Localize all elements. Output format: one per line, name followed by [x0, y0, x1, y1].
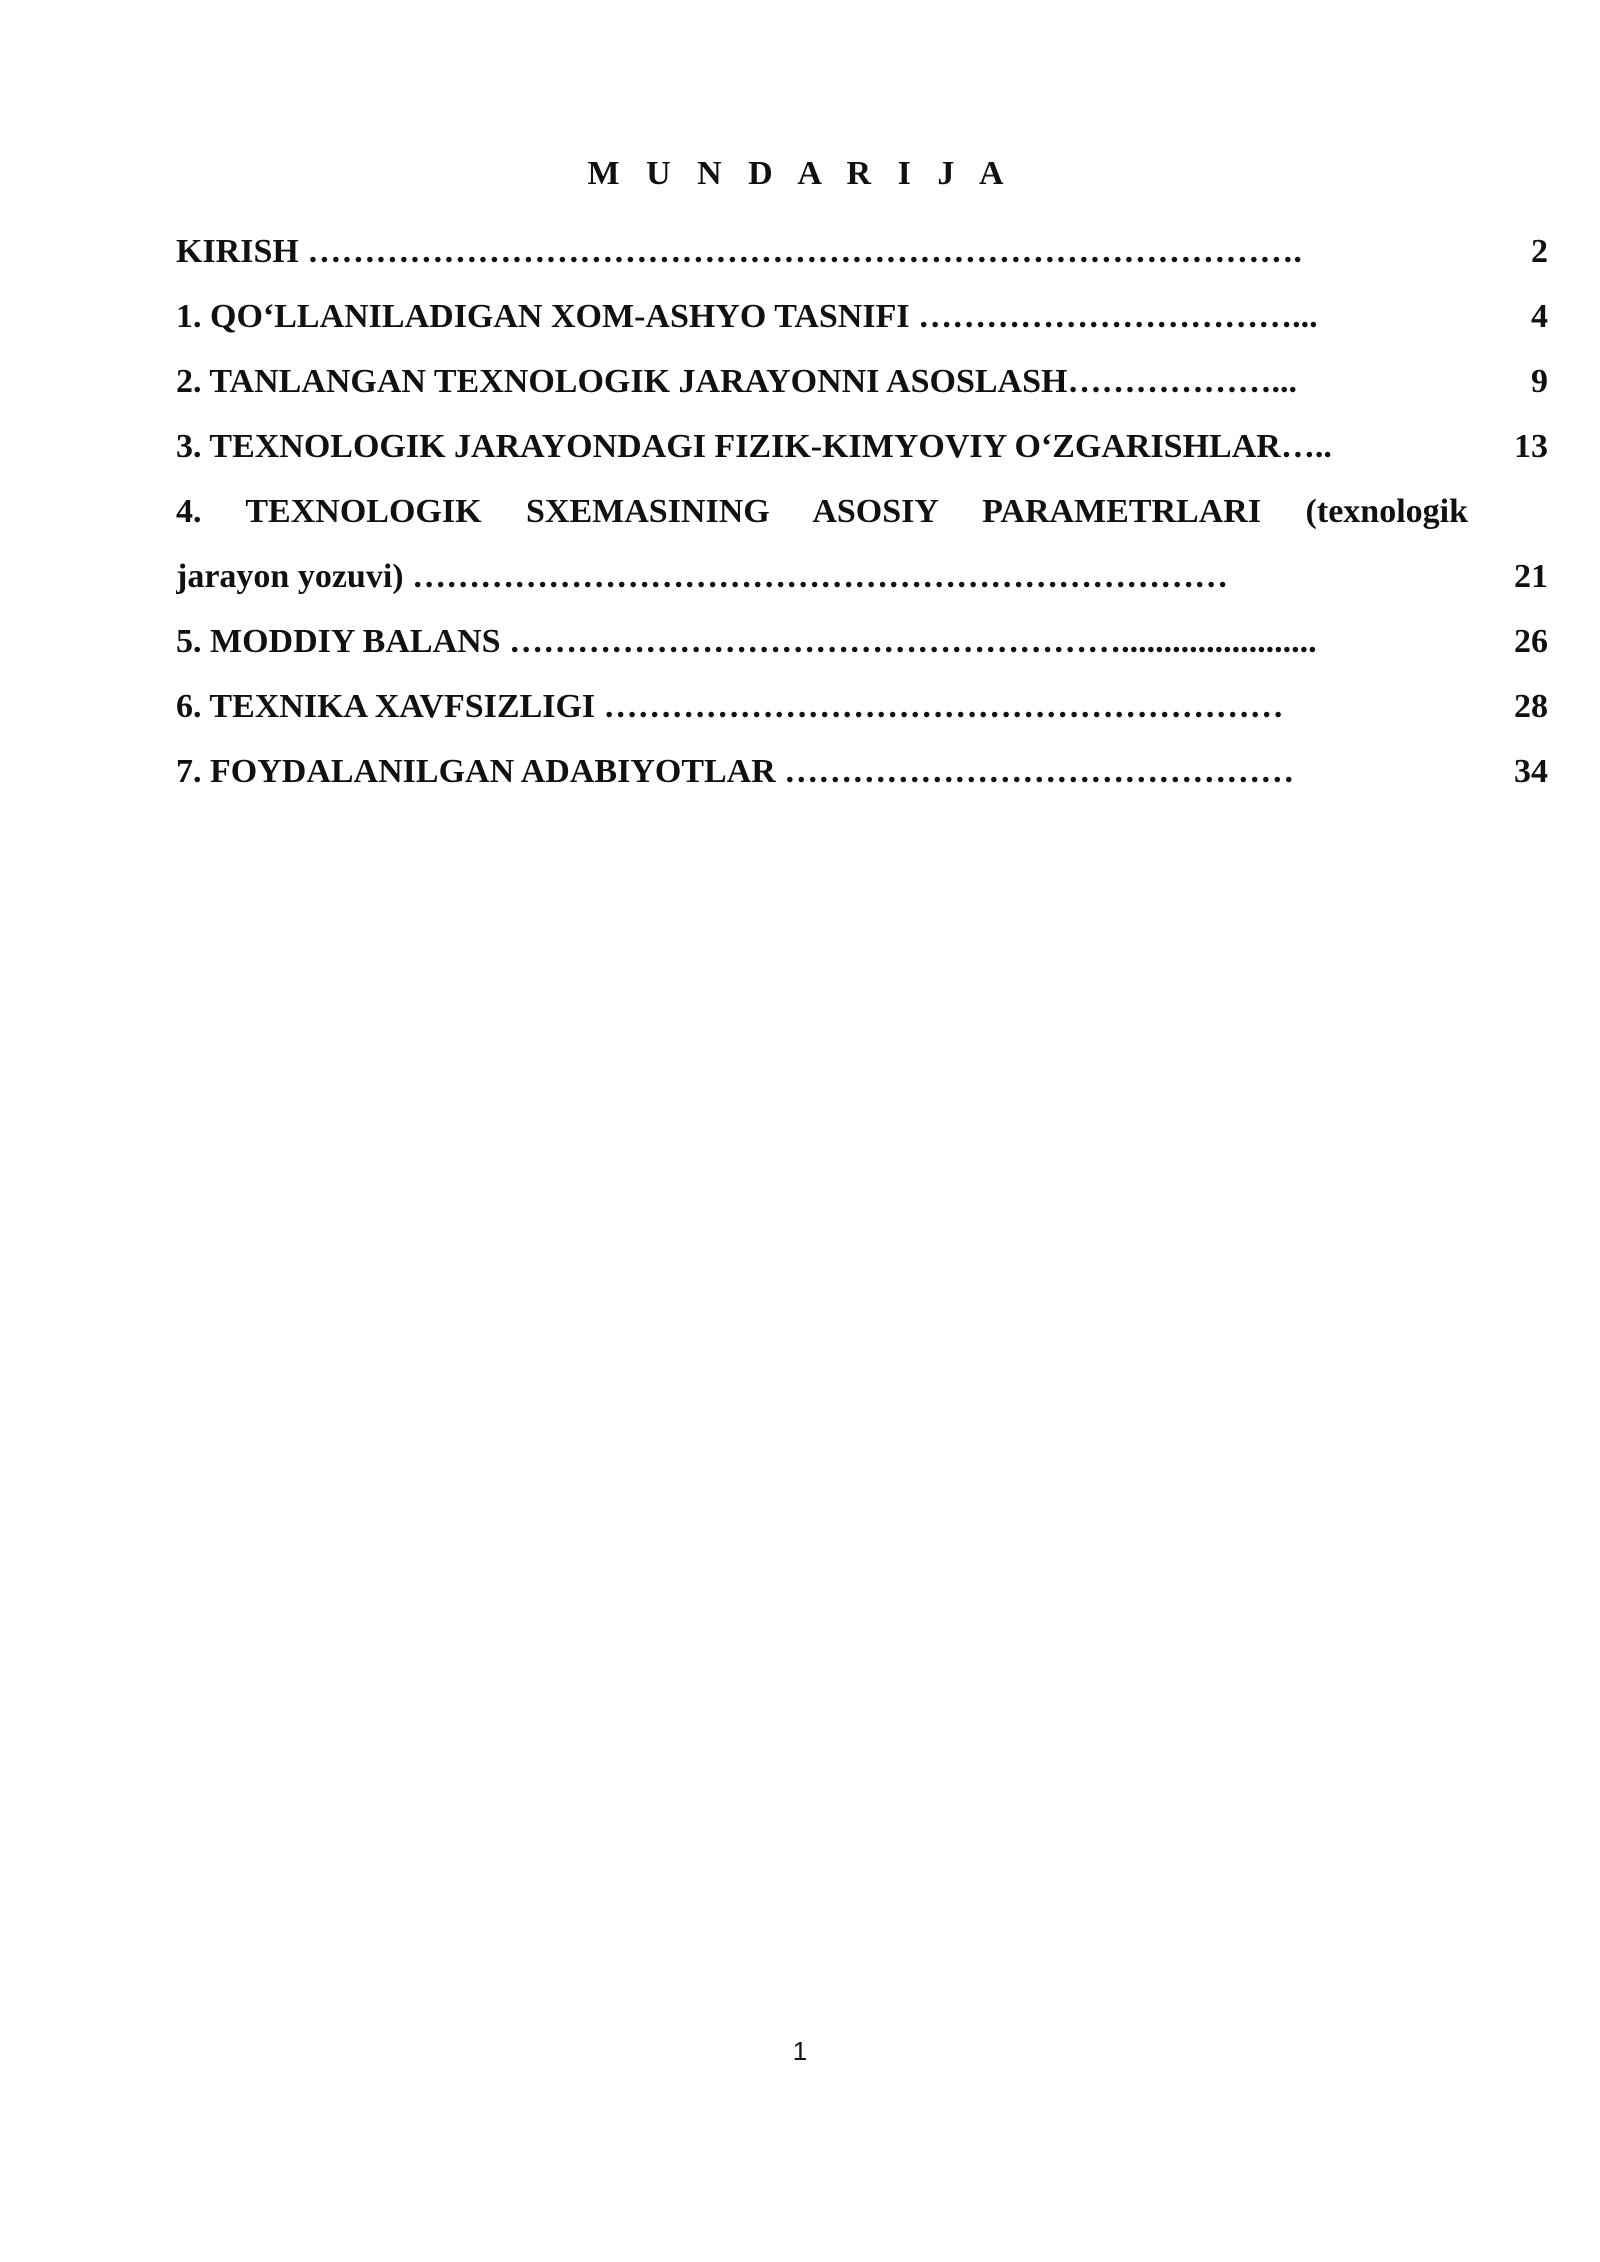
toc-heading: M U N D A R I J A [587, 155, 1013, 192]
toc-entry-2 [176, 356, 1548, 421]
toc-entry-4 [176, 486, 1548, 551]
toc-entry-page: 26 [1514, 623, 1548, 660]
toc-entry-text: 3. TEXNOLOGIK JARAYONDAGI FIZIK-KIMYOVIY O‘ZGARISHLAR….. [176, 428, 1332, 465]
toc-entry-text: 4. TEXNOLOGIK SXEMASINING ASOSIY PARAMETRLARI (texnologik [176, 493, 1468, 530]
toc-entry-page: 13 [1514, 428, 1548, 465]
toc-entry-page: 34 [1514, 753, 1548, 790]
toc-entry-4-continued [176, 551, 1548, 616]
toc-entry-page: 4 [1531, 298, 1548, 335]
toc-entry-text: 2. TANLANGAN TEXNOLOGIK JARAYONNI ASOSLASH………………... [176, 363, 1297, 400]
toc-entry-text: 6. TEXNIKA XAVFSIZLIGI …………………………………………………… [176, 688, 1284, 725]
toc-entry-page: 2 [1531, 233, 1548, 270]
toc-entry-page: 21 [1514, 558, 1548, 595]
toc-entry-3 [176, 421, 1548, 486]
toc-entry-7 [176, 746, 1548, 811]
toc-entry-5 [176, 616, 1548, 681]
page-number: 1 [792, 2036, 808, 2066]
toc-entry-text: KIRISH ……………………………………………………………………………. [176, 233, 1302, 270]
toc-entry-text: 7. FOYDALANILGAN ADABIYOTLAR ……………………………………… [176, 753, 1295, 790]
toc-entry-1 [176, 291, 1548, 356]
toc-entry-6 [176, 681, 1548, 746]
toc-entry-kirish [176, 226, 1548, 291]
toc-entry-page: 9 [1531, 363, 1548, 400]
toc-entry-text: jarayon yozuvi) ……………………………………………………………… [176, 558, 1229, 595]
toc-entry-text: 5. MODDIY BALANS ………………………………………………....................... [176, 623, 1317, 660]
toc-entry-page: 28 [1514, 688, 1548, 725]
table-of-contents [176, 226, 1548, 811]
toc-entry-text: 1. QO‘LLANILADIGAN XOM-ASHYO TASNIFI ……………………………... [176, 298, 1318, 335]
